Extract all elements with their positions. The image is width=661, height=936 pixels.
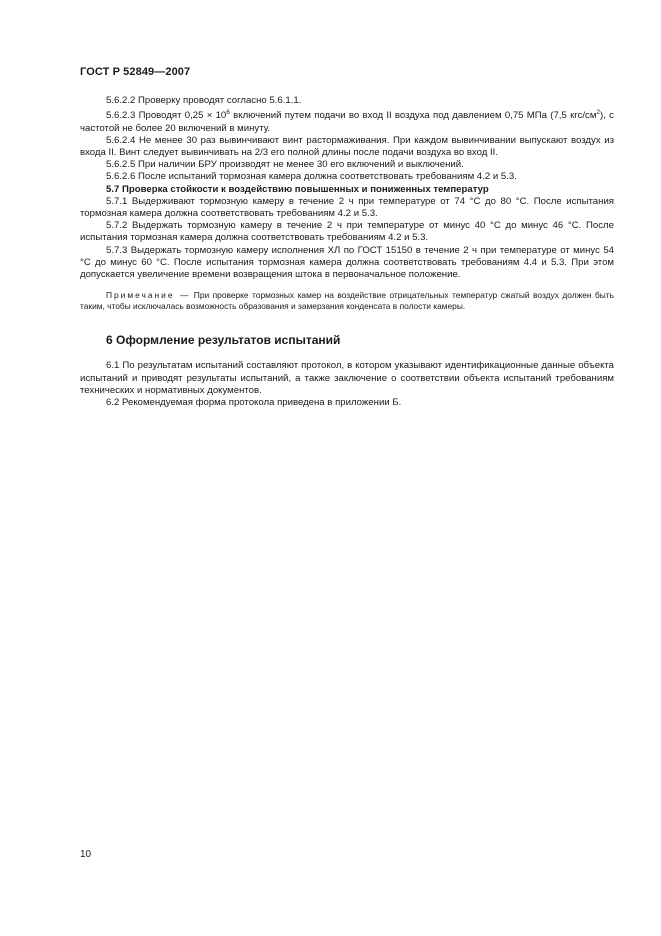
superscript: 2 [596,109,601,117]
paragraph-5-6-2-2: 5.6.2.2 Проверку проводят согласно 5.6.1.1. [106,95,302,106]
paragraph-5-6-2-4: 5.6.2.4 Не менее 30 раз вывинчивают винт растормаживания. При каждом вывинчивании выпускают воздух из входа II. Винт следует вывинчивать на 2/3 его полной длины после подачи воздуха во вход II. [80,134,614,158]
paragraph-5-6-2-6: 5.6.2.6 После испытаний тормозная камера должна соответствовать требованиям 4.2 и 5.3. [106,171,517,183]
section-6-title: 6 Оформление результатов испытаний [106,333,341,348]
superscript: 6 [226,109,230,117]
paragraph-text: ), с частотой не более 20 включений в минуту. [80,110,614,134]
paragraph-text: включений путем подачи во вход II воздуха под давлением 0,75 МПа (7,5 кгс/см [229,110,597,122]
page-content [80,95,614,409]
subsection-heading-5-7: 5.7 Проверка стойкости к воздействию повышенных и пониженных температур [106,183,489,195]
note-label: Примечание — [106,290,191,301]
note [80,290,614,312]
paragraph-5-7-3: 5.7.3 Выдержать тормозную камеру исполнения ХЛ по ГОСТ 15150 в течение 2 ч при температуре от минус 54 °С до минус 60 °С. После испытания тормозная камера должна соответствовать требованиям 4.4 и 5.3. При этом допускается увеличение времени возвращения штока в первоначальное положение. [80,244,614,281]
document-header: ГОСТ Р 52849—2007 [80,66,191,78]
page-number: 10 [80,849,92,860]
paragraph-5-7-1: 5.7.1 Выдерживают тормозную камеру в течение 2 ч при температуре от 74 °С до 80 °С. После испытания тормозная камера должна соответствовать требованиям 4.2 и 5.3. [80,195,614,220]
paragraph-5-7-2: 5.7.2 Выдержать тормозную камеру в течение 2 ч при температуре от минус 40 °С до минус 46 °С. После испытания тормозная камера должна соответствовать требованиям 4.2 и 5.3. [80,220,614,244]
paragraph-5-6-2-3 [80,107,614,135]
paragraph-5-6-2-5: 5.6.2.5 При наличии БРУ производят не менее 30 его включений и выключений. [106,159,464,171]
paragraph-6-2: 6.2 Рекомендуемая форма протокола приведена в приложении Б. [106,397,402,409]
paragraph-text: 5.6.2.3 Проводят 0,25 × 10 [106,110,227,122]
paragraph-6-1: 6.1 По результатам испытаний составляют протокол, в котором указывают идентификационные данные объекта испытаний и приводят результаты испытаний, а также заключение о соответствии объекта испытаний требованиям технических и нормативных документов. [80,360,614,396]
note-text: При проверке тормозных камер на воздействие отрицательных температур сжатый воздух должен быть таким, чтобы исключалась возможность образования и замерзания конденсата в полости камеры. [80,290,614,312]
